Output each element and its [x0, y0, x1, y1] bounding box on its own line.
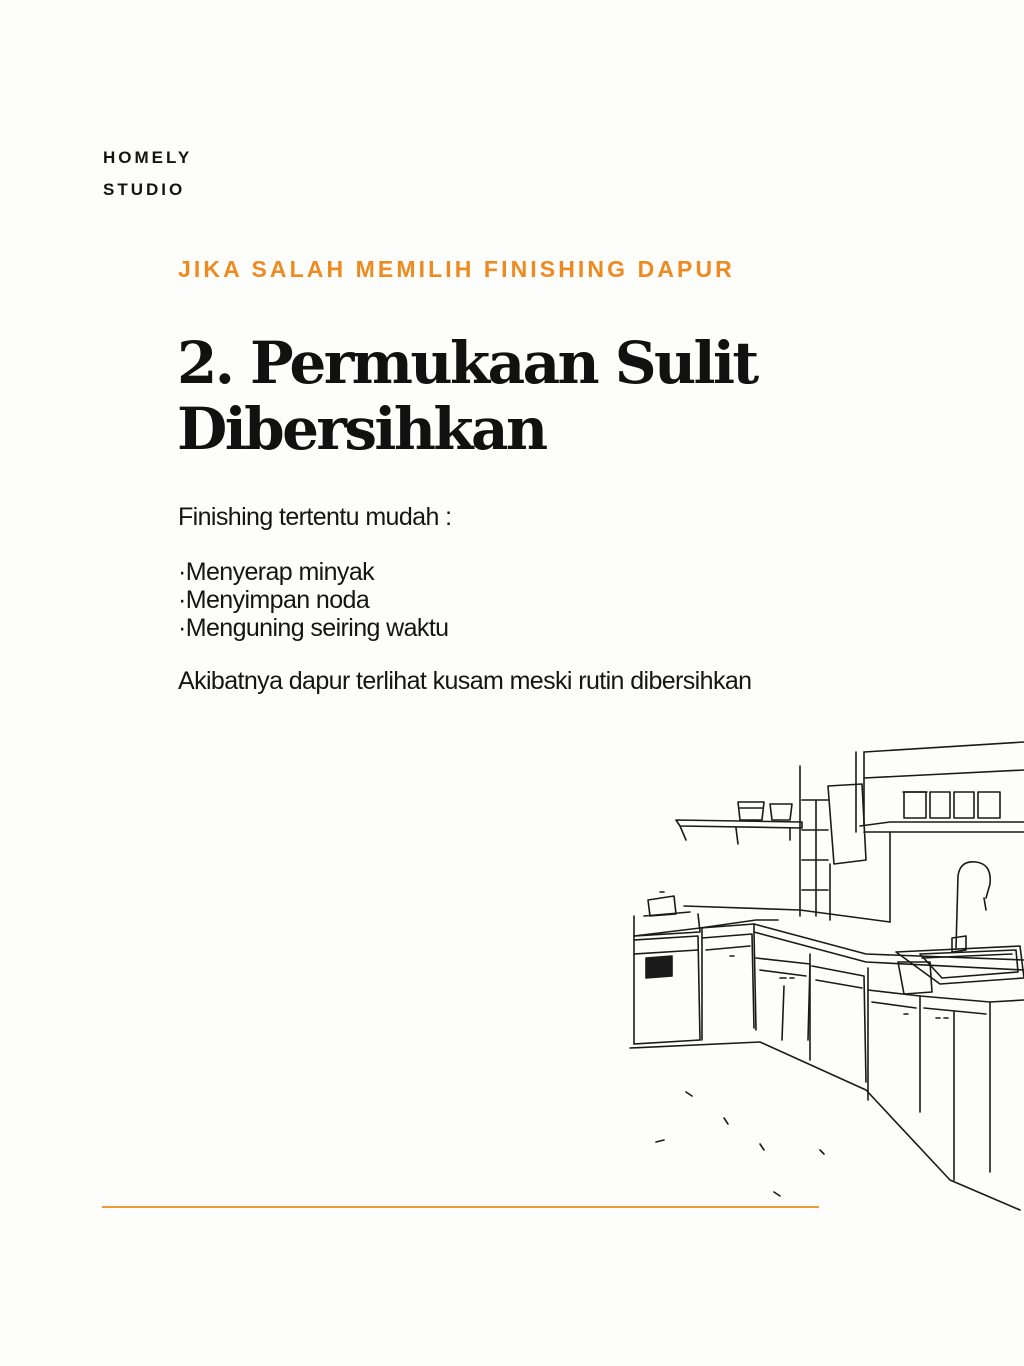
headline-line-2: Dibersihkan: [177, 395, 546, 463]
outro-text: Akibatnya dapur terlihat kusam meski rutin dibersihkan: [178, 667, 752, 695]
bullet-list: [178, 558, 449, 642]
divider-line: [102, 1206, 819, 1208]
headline-line-1: 2. Permukaan Sulit: [177, 329, 757, 397]
kitchen-illustration: [620, 740, 1024, 1220]
brand-logo: [103, 142, 192, 206]
bullet-item: · Menguning seiring waktu: [178, 614, 449, 642]
eyebrow-title: JIKA SALAH MEMILIH FINISHING DAPUR: [178, 256, 735, 282]
headline: [177, 330, 817, 462]
bullet-item: · Menyimpan noda: [178, 586, 449, 614]
brand-line-2: STUDIO: [103, 180, 186, 199]
brand-line-1: HOMELY: [103, 148, 193, 167]
bullet-item: · Menyerap minyak: [178, 558, 449, 586]
intro-text: Finishing tertentu mudah :: [178, 503, 452, 531]
